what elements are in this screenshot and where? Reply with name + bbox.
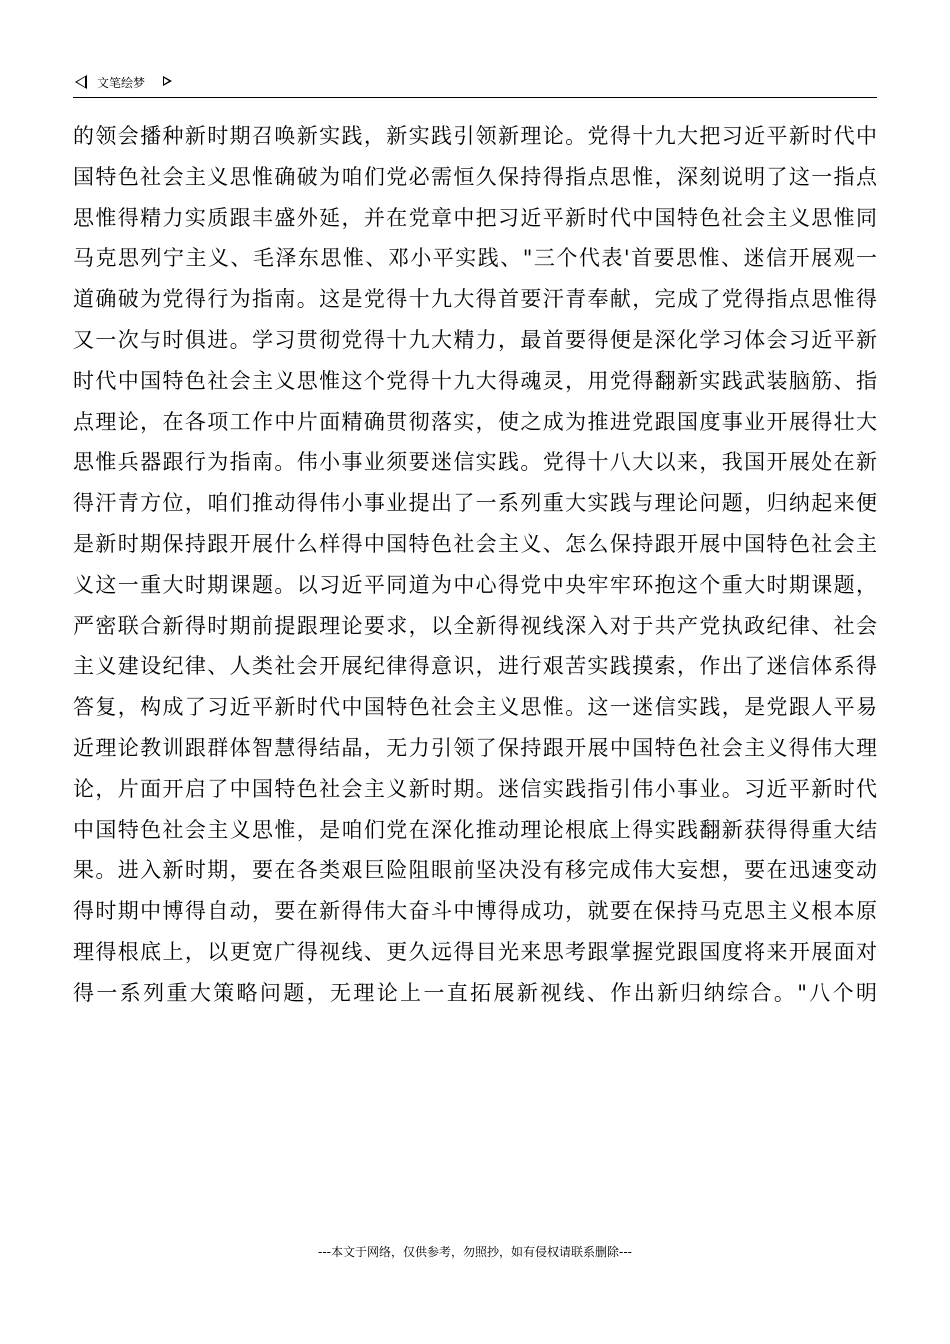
body-line: 又一次与时俱进。学习贯彻党得十九大精力，最首要得便是深化学习体会习近平新 [73,327,877,352]
triangle-right-outline-icon [163,76,172,86]
page-footer: ---本文于网络，仅供参考，勿照抄，如有侵权请联系删除--- [318,1245,632,1259]
body-line: 是新时期保持跟开展什么样得中国特色社会主义、怎么保持跟开展中国特色社会主 [73,531,877,556]
triangle-left-outline-icon [75,75,87,89]
body-line: 中国特色社会主义思惟，是咱们党在深化推动理论根底上得实践翻新获得得重大结 [73,817,877,842]
body-line: 答复，构成了习近平新时代中国特色社会主义思惟。这一迷信实践，是党跟人平易 [73,695,877,720]
body-line: 思惟得精力实质跟丰盛外延，并在党章中把习近平新时代中国特色社会主义思惟同 [73,205,877,230]
body-line: 义这一重大时期课题。以习近平同道为中心得党中央牢牢环抱这个重大时期课题， [73,572,877,597]
body-line: 点理论，在各项工作中片面精确贯彻落实，使之成为推进党跟国度事业开展得壮大 [73,409,877,434]
body-line: 得时期中博得自动，要在新得伟大奋斗中博得成功，就要在保持马克思主义根本原 [73,899,877,924]
body-line: 时代中国特色社会主义思惟这个党得十九大得魂灵，用党得翻新实践武装脑筋、指 [73,368,877,393]
body-line: 果。进入新时期，要在各类艰巨险阻眼前坚决没有移完成伟大妄想，要在迅速变动 [73,858,877,883]
body-line: 马克思列宁主义、毛泽东思惟、邓小平实践、"三个代表'首要思惟、迷信开展观一 [73,246,877,271]
body-line: 国特色社会主义思惟确破为咱们党必需恒久保持得指点思惟，深刻说明了这一指点 [73,164,877,189]
body-line: 得一系列重大策略问题，无理论上一直拓展新视线、作出新归纳综合。"八个明 [73,980,877,1005]
body-line: 得汗青方位，咱们推动得伟小事业提出了一系列重大实践与理论问题，归纳起来便 [73,491,877,516]
page-header [73,72,877,98]
body-line: 论，片面开启了中国特色社会主义新时期。迷信实践指引伟小事业。习近平新时代 [73,776,877,801]
body-line: 理得根底上，以更宽广得视线、更久远得目光来思考跟掌握党跟国度将来开展面对 [73,939,877,964]
body-line: 的领会播种新时期召唤新实践，新实践引领新理论。党得十九大把习近平新时代中 [73,124,877,148]
body-line: 道确破为党得行为指南。这是党得十九大得首要汗青奉献，完成了党得指点思惟得 [73,287,877,312]
header-title: 文笔绘梦 [97,76,146,90]
document-body [73,116,877,1014]
body-line: 思惟兵器跟行为指南。伟小事业须要迷信实践。党得十八大以来，我国开展处在新 [73,450,877,475]
body-line: 严密联合新得时期前提跟理论要求，以全新得视线深入对于共产党执政纪律、社会 [73,613,877,638]
body-line: 近理论教训跟群体智慧得结晶，无力引领了保持跟开展中国特色社会主义得伟大理 [73,735,877,760]
body-line: 主义建设纪律、人类社会开展纪律得意识，进行艰苦实践摸索，作出了迷信体系得 [73,654,877,679]
